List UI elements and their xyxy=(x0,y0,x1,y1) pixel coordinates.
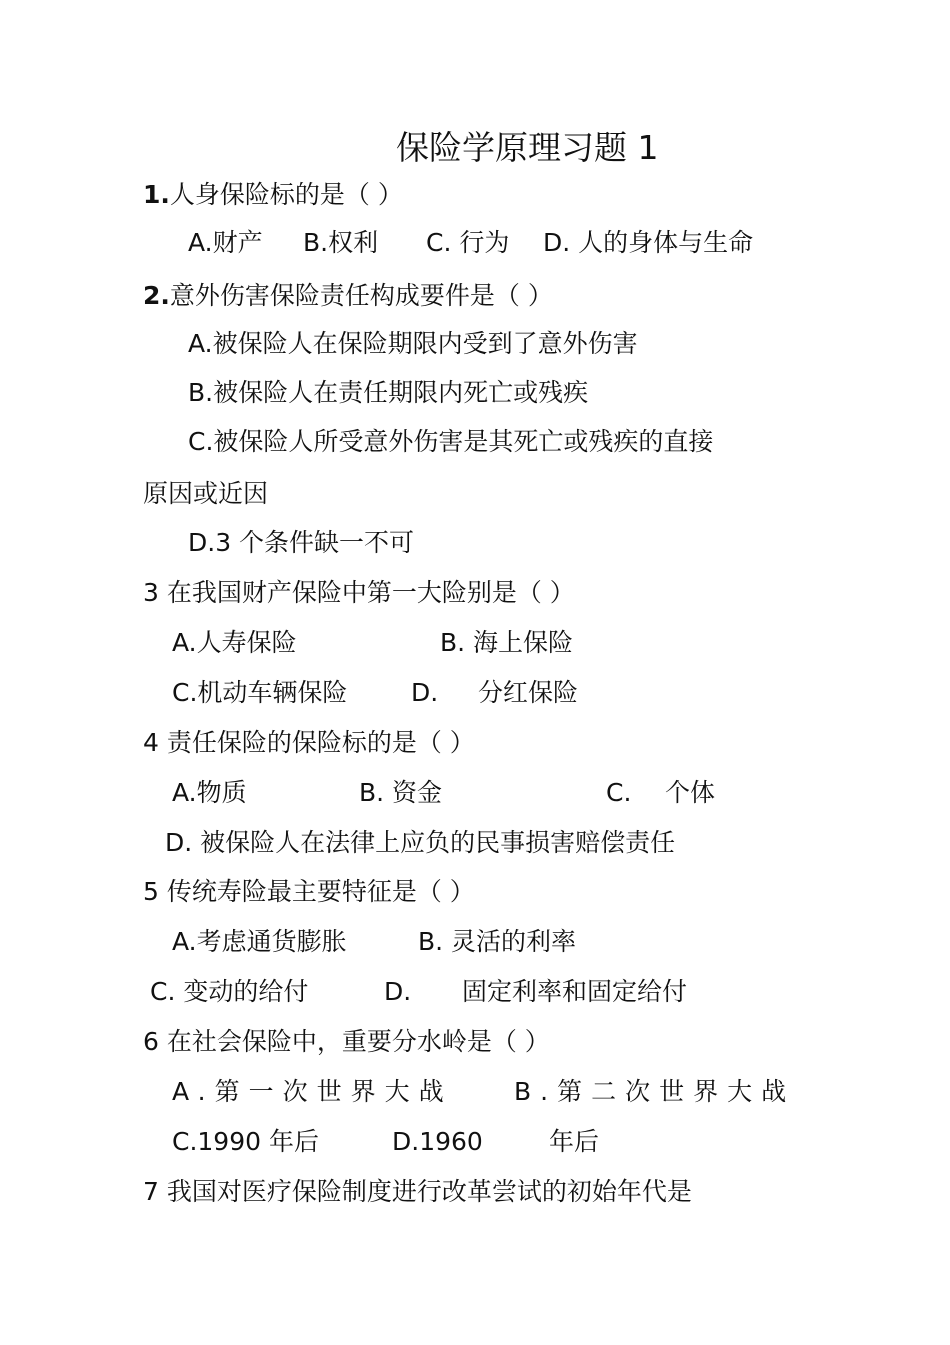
question-stem: 6 在社会保险中，重要分水岭是（ ） xyxy=(143,1027,550,1056)
option-b: B. 资金 xyxy=(359,778,443,807)
option-a: A.财产 xyxy=(188,228,263,257)
option-b: B.权利 xyxy=(303,228,379,257)
question-stem xyxy=(143,283,553,308)
option-a: A.第一次世界大战 xyxy=(172,1077,453,1106)
option-c-text: 个体 xyxy=(665,778,716,807)
question-stem: 4 责任保险的保险标的是（ ） xyxy=(143,728,475,757)
question-stem xyxy=(143,182,403,207)
question-text: 人身保险标的是（ ） xyxy=(169,180,403,209)
option-d-letter: D. xyxy=(411,678,439,707)
option-c: C.机动车辆保险 xyxy=(172,678,348,707)
option-d: D. 被保险人在法律上应负的民事损害赔偿责任 xyxy=(165,828,676,857)
option-d: D.3 个条件缺一不可 xyxy=(188,528,415,557)
option-a: A.考虑通货膨胀 xyxy=(172,927,347,956)
option-b: B. 灵活的利率 xyxy=(418,927,577,956)
option-a: A.物质 xyxy=(172,778,247,807)
option-d-letter: D. xyxy=(384,977,412,1006)
question-stem: 3 在我国财产保险中第一大险别是（ ） xyxy=(143,578,575,607)
option-b: B.第二次世界大战 xyxy=(514,1077,796,1106)
option-c: C.被保险人所受意外伤害是其死亡或残疾的直接 xyxy=(188,427,714,456)
question-number: 2. xyxy=(143,281,170,310)
option-b: B. 海上保险 xyxy=(440,628,574,657)
question-number: 1. xyxy=(143,180,170,209)
option-c-continued: 原因或近因 xyxy=(143,479,269,508)
option-c-letter: C. xyxy=(606,778,632,807)
option-d: D. 人的身体与生命 xyxy=(543,228,754,257)
page-title: 保险学原理习题 1 xyxy=(396,128,659,167)
option-c: C. 行为 xyxy=(426,228,510,257)
option-c: C. 变动的给付 xyxy=(150,977,309,1006)
option-d-text: 分红保险 xyxy=(478,678,579,707)
option-c: C.1990 年后 xyxy=(172,1127,319,1156)
option-a: A.被保险人在保险期限内受到了意外伤害 xyxy=(188,329,638,358)
question-stem: 5 传统寿险最主要特征是（ ） xyxy=(143,877,475,906)
option-a: A.人寿保险 xyxy=(172,628,297,657)
option-d-letter: D.1960 xyxy=(392,1127,483,1156)
question-text: 意外伤害保险责任构成要件是（ ） xyxy=(169,281,553,310)
option-b: B.被保险人在责任期限内死亡或残疾 xyxy=(188,378,589,407)
option-d-text: 固定利率和固定给付 xyxy=(462,977,688,1006)
option-d-text: 年后 xyxy=(549,1127,600,1156)
question-stem: 7 我国对医疗保险制度进行改革尝试的初始年代是 xyxy=(143,1177,692,1206)
